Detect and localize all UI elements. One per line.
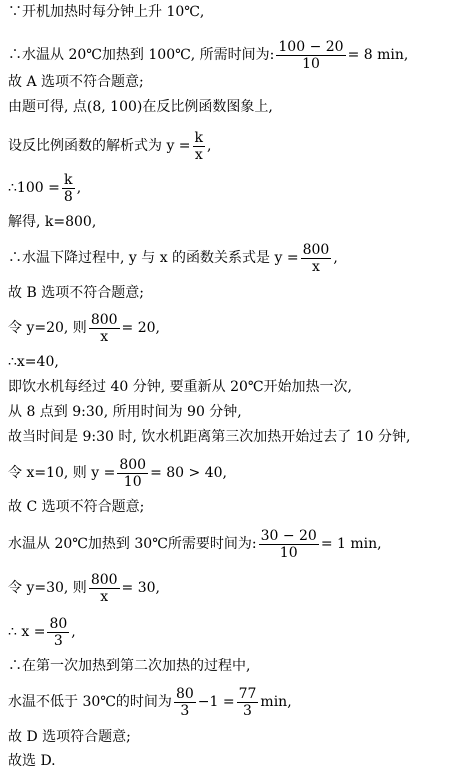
line-5 (8, 126, 211, 166)
line-15-tail: = 80 > 40, (150, 465, 227, 481)
denominator: 3 (53, 632, 63, 649)
line-15 (8, 453, 227, 493)
line-9 (8, 283, 144, 303)
denominator: 10 (279, 544, 298, 561)
line-18-text: 令 y=30, 则 (8, 580, 87, 596)
fraction (259, 528, 319, 561)
line-6 (8, 168, 81, 208)
line-8 (8, 238, 338, 278)
denominator: 8 (63, 188, 73, 205)
line-17-text: 水温从 20℃加热到 30℃所需要时间为: (8, 536, 257, 552)
line-20 (8, 656, 250, 676)
line-10-tail: = 20, (121, 320, 160, 336)
fraction (193, 130, 205, 163)
denominator: 3 (243, 702, 252, 719)
line-17-tail: = 1 min, (320, 536, 382, 552)
fraction (237, 686, 259, 719)
line-22-text: 故 D 选项符合题意; (8, 729, 131, 745)
line-1-text: ∵开机加热时每分钟上升 10℃, (8, 4, 205, 20)
line-14-text: 故当时间是 9:30 时, 饮水机距离第三次加热开始过去了 10 分钟, (8, 429, 411, 445)
denominator: 10 (302, 55, 320, 72)
fraction (89, 312, 120, 345)
line-8-text: ∴水温下降过程中, y 与 x 的函数关系式是 y = (8, 250, 299, 266)
line-20-text: ∴在第一次加热到第二次加热的过程中, (8, 658, 251, 674)
line-8-tail: , (333, 250, 338, 266)
line-7 (8, 212, 96, 232)
line-1 (8, 2, 204, 22)
fraction (174, 686, 196, 719)
numerator: 800 (90, 571, 118, 588)
line-19-tail: , (71, 624, 76, 640)
line-16-text: 故 C 选项不符合题意; (8, 499, 145, 515)
line-23-text: 故选 D. (8, 753, 56, 769)
fraction (89, 572, 120, 605)
line-5-text: 设反比例函数的解析式为 y = (8, 138, 191, 154)
denominator: x (194, 146, 203, 163)
fraction (47, 616, 69, 649)
line-2-tail: = 8 min, (347, 47, 409, 63)
line-2 (8, 35, 408, 75)
line-21-mid: −1 = (197, 694, 235, 710)
fraction (62, 172, 75, 205)
line-21-tail: min, (260, 694, 292, 710)
fraction (117, 457, 148, 490)
numerator: k (64, 171, 73, 188)
denominator: 3 (180, 702, 190, 719)
denominator: x (100, 588, 109, 605)
numerator: 30 − 20 (260, 527, 317, 544)
line-2-text: ∴水温从 20℃加热到 100℃, 所需时间为: (8, 47, 275, 63)
line-19 (8, 612, 76, 652)
line-11-text: ∴x=40, (8, 354, 59, 370)
line-5-tail: , (207, 138, 212, 154)
numerator: 80 (175, 685, 194, 702)
numerator: 800 (302, 241, 330, 258)
line-15-text: 令 x=10, 则 y = (8, 465, 116, 481)
denominator: 10 (123, 473, 142, 490)
line-14 (8, 427, 410, 447)
line-4 (8, 97, 273, 117)
numerator: 100 − 20 (278, 38, 344, 55)
line-17 (8, 524, 382, 564)
line-12-text: 即饮水机每经过 40 分钟, 要重新从 20℃开始加热一次, (8, 379, 352, 395)
denominator: x (100, 328, 109, 345)
line-13-text: 从 8 点到 9:30, 所用时间为 90 分钟, (8, 404, 242, 420)
line-3 (8, 72, 144, 92)
line-18-tail: = 30, (121, 580, 160, 596)
line-18 (8, 568, 160, 608)
fraction (276, 39, 345, 72)
line-12 (8, 377, 352, 397)
line-10-text: 令 y=20, 则 (8, 320, 87, 336)
line-3-text: 故 A 选项不符合题意; (8, 74, 144, 90)
fraction (301, 242, 332, 275)
line-4-text: 由题可得, 点(8, 100)在反比例函数图象上, (8, 99, 273, 115)
line-7-text: 解得, k=800, (8, 214, 97, 230)
line-22 (8, 727, 131, 747)
numerator: 77 (238, 685, 257, 702)
line-19-text: ∴ x = (8, 624, 46, 640)
line-23 (8, 751, 56, 771)
line-9-text: 故 B 选项不符合题意; (8, 285, 144, 301)
line-13 (8, 402, 242, 422)
line-6-text: ∴100 = (8, 180, 60, 196)
line-16 (8, 497, 144, 517)
line-6-tail: , (76, 180, 82, 196)
numerator: 80 (49, 615, 68, 632)
denominator: x (312, 258, 320, 275)
numerator: 800 (119, 456, 147, 473)
numerator: k (194, 129, 204, 146)
line-10 (8, 308, 160, 348)
line-21 (8, 682, 292, 722)
line-11 (8, 352, 59, 372)
numerator: 800 (90, 311, 118, 328)
line-21-text: 水温不低于 30℃的时间为 (8, 694, 172, 710)
